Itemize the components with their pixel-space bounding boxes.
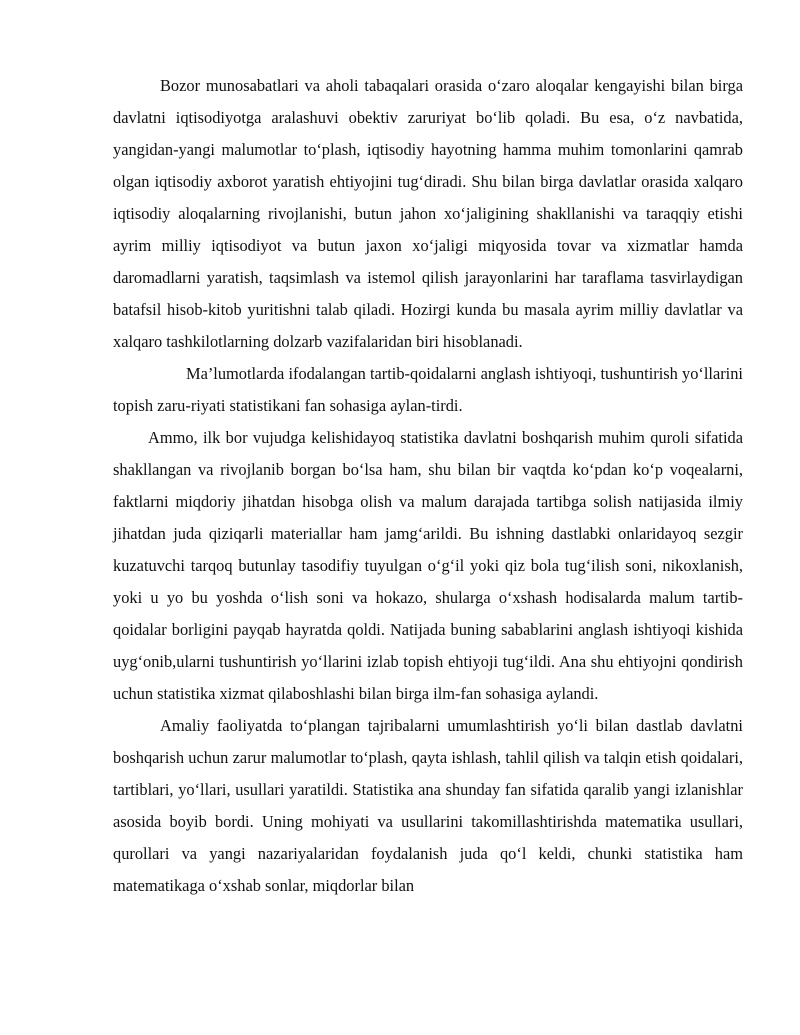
paragraph-statistics-science: Ma’lumotlarda ifodalangan tartib-qoidalarni anglash ishtiyoqi, tushuntirish yo‘llarini topish zaru-riyati statistikani fan sohasiga aylan-tirdi. (113, 364, 743, 415)
paragraph-practical-experience: Amaliy faoliyatda to‘plangan tajribalarni umumlashtirish yo‘li bilan dastlab davlatni boshqarish uchun zarur malumotlar to‘plash, qayta ishlash, tahlil qilish va talqin etish qoidalari, tartiblari, yo‘llari, usullari yaratildi. Statistika ana shunday fan sifatida qaralib yangi izlanishlar asosida boyib bordi. Uning mohiyati va usullarini takomillashtirishda matematika usullari, qurollari va yangi nazariyalaridan foydalanish juda qo‘l keldi, chunki statistika ham matematikaga o‘xshab sonlar, miqdorlar bilan (113, 716, 743, 895)
paragraph-market-relations: Bozor munosabatlari va aholi tabaqalari orasida o‘zaro aloqalar kengayishi bilan birga davlatni iqtisodiyotga aralashuvi obektiv zaruriyat bo‘lib qoladi. Bu esa, o‘z navbatida, yangidan-yangi malumotlar to‘plash, iqtisodiy hayotning hamma muhim tomonlarini qamrab olgan iqtisodiy axborot yaratish ehtiyojini tug‘diradi. Shu bilan birga davlatlar orasida xalqaro iqtisodiy aloqalarning rivojlanishi, butun jahon xo‘jaligining shakllanishi va taraqqiy etishi ayrim milliy iqtisodiyot va butun jaxon xo‘jaligi miqyosida tovar va xizmatlar hamda daromadlarni yaratish, taqsimlash va istemol qilish jarayonlarini har taraflama tasvirlaydigan batafsil hisob-kitob yuritishni talab qiladi. Hozirgi kunda bu masala ayrim milliy davlatlar va xalqaro tashkilotlarning dolzarb vazifalaridan biri hisoblanadi. (113, 76, 743, 351)
document-page (113, 70, 743, 902)
paragraph-statistics-origins: Ammo, ilk bor vujudga kelishidayoq statistika davlatni boshqarish muhim quroli sifatida shakllangan va rivojlanib borgan bo‘lsa ham, shu bilan bir vaqtda ko‘pdan ko‘p voqealarni, faktlarni miqdoriy jihatdan hisobga olish va malum darajada tartibga solish natijasida ilmiy jihatdan juda qiziqarli materiallar ham jamg‘arildi. Bu ishning dastlabki onlaridayoq sezgir kuzatuvchi tarqoq butunlay tasodifiy tuyulgan o‘g‘il yoki qiz bola tug‘ilish soni, nikoxlanish, yoki u yo bu yoshda o‘lish soni va hokazo, shularga o‘xshash hodisalarda malum tartib- qoidalar borligini payqab hayratda qoldi. Natijada buning sabablarini anglash ishtiyoqi kishida uyg‘onib,ularni tushuntirish yo‘llarini izlab topish ehtiyoji tug‘ildi. Ana shu ehtiyojni qondirish uchun statistika xizmat qilaboshlashi bilan birga ilm-fan sohasiga aylandi. (113, 428, 743, 703)
